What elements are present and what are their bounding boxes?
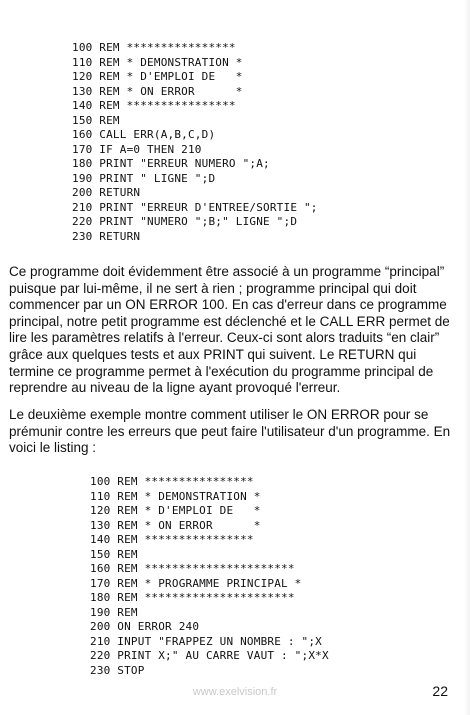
code-listing-2 <box>90 475 329 678</box>
code-line: 210 INPUT "FRAPPEZ UN NOMBRE : ";X <box>90 634 322 648</box>
code-line: 140 REM **************** <box>72 99 236 112</box>
code-line: 150 REM <box>90 547 138 561</box>
code-line: 220 PRINT X;" AU CARRE VAUT : ";X*X <box>90 649 329 662</box>
code-line: 170 REM * PROGRAMME PRINCIPAL * <box>90 576 302 590</box>
code-line: 150 REM <box>72 113 120 127</box>
page-edge-shadow <box>464 0 470 715</box>
code-line: 140 REM **************** <box>90 533 254 546</box>
code-listing-1 <box>72 41 318 244</box>
code-line: 120 REM * D'EMPLOI DE * <box>90 504 261 517</box>
code-line: 130 REM * ON ERROR * <box>90 518 261 532</box>
code-line: 100 REM **************** <box>90 475 254 488</box>
body-paragraph-1: Ce programme doit évidemment être associé à un programme “principal” puisque par lui-même, il ne sert à rien ; programme principal qui doit commencer par un ON ERROR 100. En cas d'erreur dans ce programme principal, notre petit programme est déclenché et le CALL ERR permet de lire les paramètres relatifs à l'erreur. Ceux-ci sont alors traduits “en clair” grâce aux quelques tests et aux PRINT qui suivent. Le RETURN qui termine ce programme permet à l'exécution du programme principal de reprendre au niveau de la ligne ayant provoqué l'erreur. <box>9 264 450 396</box>
watermark-url: www.exelvision.fr <box>192 686 278 698</box>
code-line: 180 REM ********************** <box>90 591 295 604</box>
body-paragraph-2: Le deuxième exemple montre comment utiliser le ON ERROR pour se prémunir contre les erreurs que peut faire l'utilisateur d'un programme. En voici le listing : <box>9 407 451 456</box>
code-line: 120 REM * D'EMPLOI DE * <box>72 70 243 83</box>
code-line: 100 REM **************** <box>72 41 236 54</box>
code-line: 160 REM ********************** <box>90 562 295 575</box>
code-line: 230 STOP <box>90 663 145 677</box>
code-line: 170 IF A=0 THEN 210 <box>72 142 202 156</box>
code-line: 220 PRINT "NUMERO ";B;" LIGNE ";D <box>72 215 298 228</box>
code-line: 160 CALL ERR(A,B,C,D) <box>72 128 216 141</box>
page-number: 22 <box>432 683 448 699</box>
code-line: 180 PRINT "ERREUR NUMERO ";A; <box>72 157 270 170</box>
code-line: 130 REM * ON ERROR * <box>72 84 243 98</box>
code-line: 190 REM <box>90 605 138 619</box>
code-line: 110 REM * DEMONSTRATION * <box>90 489 261 503</box>
code-line: 210 PRINT "ERREUR D'ENTREE/SORTIE "; <box>72 200 318 214</box>
code-line: 200 RETURN <box>72 186 141 199</box>
code-line: 200 ON ERROR 240 <box>90 620 200 633</box>
code-line: 110 REM * DEMONSTRATION * <box>72 55 243 69</box>
code-line: 190 PRINT " LIGNE ";D <box>72 171 216 185</box>
code-line: 230 RETURN <box>72 229 141 243</box>
